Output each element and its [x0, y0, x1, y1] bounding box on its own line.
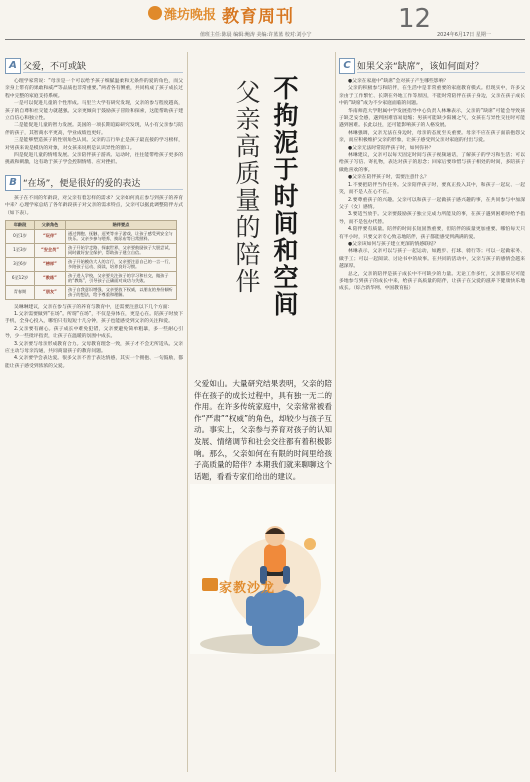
headline-line-2: [233, 79, 263, 295]
headline-char: 泥: [273, 128, 299, 157]
left-column: [5, 58, 183, 370]
table-header-cell: 陪伴要点: [66, 221, 177, 230]
paragraph: 林琳建议，父亲可以每天固定时间与孩子视频通话，了解孩子的学习和生活；可以给孩子写信、寄礼物，表达对孩子的思念；回家后要珍惜与孩子相处的时间，多陪孩子做他喜欢的事。: [339, 153, 525, 173]
column-divider-left: [187, 52, 188, 772]
paragraph: 二是能促进儿童的智力发展。美国的一项长期追踪研究发现，从小有父亲参与陪伴的孩子，其智商水平更高，学业成绩也更好。: [5, 123, 183, 136]
father-child-illustration: [190, 484, 335, 654]
paragraph: ●父亲在陪伴孩子时，需要注意什么？: [348, 175, 429, 181]
table-cell: 孩子自我意识增强，父亲要放下权威，以朋友的身份倾听孩子的想法，给予尊重和理解。: [66, 285, 177, 299]
table-cell: 青春期: [6, 285, 35, 299]
headline-char: 间: [273, 290, 299, 319]
paragraph: ●父亲该如何与孩子建立更深的情感联结？: [348, 241, 439, 247]
paragraph: 一是可以促进儿童的个性形成。马里兰大学有研究发现，父亲的参与程度越高，孩子的自尊和社交能力就越强。父亲更倾向于鼓励孩子冒险和探索，这能帮助孩子建立自信心和独立性。: [5, 101, 183, 122]
headline-char: 和: [273, 236, 299, 265]
table-cell: 通过拥抱、抚触、逗笑等亲子游戏，让孩子感受到安全与快乐。父亲多参与喂养、换尿布等日常照料。: [66, 229, 177, 243]
right-column: [339, 58, 525, 293]
headline-char: 的: [235, 213, 261, 242]
masthead: [0, 0, 530, 34]
headline-char: 父: [235, 78, 261, 107]
section-a-letter: A: [5, 58, 21, 74]
paragraph: 心理学家常说：“母亲是一个可以给予孩子细腻温柔和无条件的爱的角色，而父亲身上带有的果敢和威严等品质也非常重要。”两者各有侧重，共同构成了孩子成长过程中完整的家庭支持系统。: [5, 79, 183, 99]
headline-char: 时: [273, 182, 299, 211]
headline-char: 空: [273, 263, 299, 292]
paragraph: 林琳强调，父亲无法在身边时，母亲的态度至关重要。母亲不应在孩子面前抱怨父亲，而应积极维护父亲的形象，让孩子感受到父亲对家庭的付出与爱。: [339, 130, 525, 144]
table-row: [6, 271, 177, 285]
illustration-graphic: [190, 484, 335, 654]
headline: [209, 75, 329, 375]
table-row: [6, 243, 177, 257]
paragraph: 吴琳琳建议，父亲在参与孩子的养育与教育中，还需要注意以下几个方面：: [14, 304, 173, 310]
paragraph: 总之，父亲的陪伴是孩子成长中不可缺少的力量。无论工作多忙，父亲都应尽可能多地参与到孩子的成长中来，给孩子高质量的陪伴，让孩子在父爱的滋养下健康快乐地成长。（综合新华网、中国教育报）: [339, 271, 525, 292]
paragraph: 3.要适当放手。父亲要鼓励孩子独立完成力所能及的事，在孩子遇到困难时给予指导，而不是包办代替。: [339, 212, 525, 225]
section-c-rule: [357, 72, 525, 73]
section-a-rule: [23, 72, 183, 73]
column-banner: 家教沙龙: [219, 581, 276, 596]
newspaper-logo-icon: [148, 6, 162, 20]
table-cell: “玩伴”: [35, 229, 66, 243]
table-cell: “榜样”: [35, 257, 66, 271]
headline-char: 高: [235, 132, 261, 161]
table-cell: “教练”: [35, 271, 66, 285]
table-cell: 1至3岁: [6, 243, 35, 257]
table-header-cell: 父亲角色: [35, 221, 66, 230]
table-cell: 孩子开始学走路、探索世界，父亲要鼓励孩子大胆尝试，同时做好安全保护，帮助孩子建立自信。: [66, 243, 177, 257]
headline-char: 亲: [235, 105, 261, 134]
section-b-title: “在场”，便是很好的爱的表达: [23, 178, 141, 189]
table-row: [6, 257, 177, 271]
age-needs-table: [5, 220, 177, 300]
headline-char: 伴: [235, 267, 261, 296]
table-header-cell: 年龄段: [6, 221, 35, 230]
lead-paragraph: 父爱如山。大量研究结果表明，父亲的陪伴在孩子的成长过程中，具有独一无二的作用。在许多传统家庭中，父亲常常被看作“严肃”“权威”的角色，却较少与孩子互动。事实上，父亲参与养育对孩子的认知发展、情绪调节和社会交往都有着积极影响。那么，父亲如何在有限的时间里给孩子高质量的陪伴？本期我们就来聊聊这个话题，看看专家们给出的建议。: [194, 379, 332, 481]
salon-badge-icon: [202, 578, 218, 591]
headline-char: 陪: [235, 240, 261, 269]
section-b-rule: [23, 189, 183, 190]
headline-char: 质: [235, 159, 261, 188]
section-b-header: [5, 175, 183, 191]
header-divider: [5, 39, 525, 40]
table-cell: 孩子开始模仿大人的言行，父亲要注意自己的一言一行，多陪孩子运动、阅读，培养良好习惯。: [66, 257, 177, 271]
column-divider-right: [335, 52, 336, 772]
headline-char: 间: [273, 209, 299, 238]
paragraph: 父亲的积极参与和陪伴，在生活中是非常重要的家庭教育模式。但现实中，许多父亲由于工作繁忙、长期在外地工作等原因，不能时常陪伴在孩子身边，父亲在孩子成长中的“缺席”成为不少家庭面临的问题。: [339, 86, 525, 107]
table-cell: 0至1岁: [6, 229, 35, 243]
paragraph: 4.陪伴要有质量。陪伴的时间长短固然重要，但陪伴的质量更加重要。哪怕每天只有半小时，只要父亲专心致志地陪伴，孩子都能感受到满满的爱。: [339, 227, 525, 240]
paragraph: 华南师范大学附属中学发展指导中心负责人林琳表示，父亲的“缺席”可能会导致孩子缺乏安全感，遇到困难容易退缩；男孩可能缺少阳刚之气，女孩在与异性交往时可能遇到困难。长此以往，还可能影响孩子的人格发展。: [339, 108, 525, 129]
paragraph: 1.不要把陪伴当作任务。父亲陪伴孩子时，要真正投入其中，和孩子一起玩、一起笑，而不是人在心不在。: [339, 182, 525, 196]
table-row: [6, 285, 177, 299]
paragraph: ●父亲在家庭中“缺席”会对孩子产生哪些影响？: [348, 79, 449, 84]
section-c-body: [339, 78, 525, 293]
table-row: [6, 229, 177, 243]
paragraph: 2.要尊重孩子的兴趣。父亲可以和孩子一起做孩子感兴趣的事，在共同参与中加深父子（女）感情。: [339, 197, 525, 210]
paragraph: 林琳表示，父亲可以与孩子一起运动，如跑步、打球、骑行等；可以一起做家务、做手工；可以一起阅读、讨论书中的故事。在共同的活动中，父亲与孩子的感情会越来越深厚。: [339, 249, 525, 270]
paragraph: 3.父亲要与母亲形成教育合力。父母教育理念一致，孩子才不会无所适从。父亲应主动与母亲沟通，共同商量孩子的教育问题。: [5, 341, 183, 355]
page-number: 12: [398, 4, 432, 34]
credits-line: 值班主任:陈晨 编辑:鲍涛 美编:许蓝蓝 校对:刘小宁: [200, 32, 312, 38]
table-cell: 3至6岁: [6, 257, 35, 271]
headline-char: 不: [273, 74, 299, 103]
section-a-body: [5, 78, 183, 167]
paragraph: 2.父亲要有耐心。孩子成长中难免犯错，父亲要避免简单粗暴，多一些耐心引导，少一些批评指责，让孩子在温暖的氛围中成长。: [5, 326, 183, 340]
table-cell: 孩子进入学校，父亲要关注孩子的学习和社交，做孩子的“教练”，引导孩子正确面对成功与失败。: [66, 271, 177, 285]
headline-char: 于: [273, 155, 299, 184]
paragraph: ●父亲无法时常陪伴孩子时，如何弥补？: [348, 145, 434, 151]
headline-char: 拘: [273, 101, 299, 130]
table-cell: 6至12岁: [6, 271, 35, 285]
paragraph: 孩子在不同的年龄段，对父亲有着怎样的需求？父亲如何真正参与到孩子的养育中来？心理学家总结了各年龄段孩子对父亲的需求特点，父亲可以据此调整陪伴方式（如下表）。: [5, 195, 183, 216]
paragraph: 4.父亲要学会表达爱。很多父亲不善于表达情感，其实一个拥抱、一句鼓励，都能让孩子感受到浓浓的父爱。: [5, 356, 183, 369]
headline-char: 量: [235, 186, 261, 215]
brand-name: 潍坊晚报: [164, 8, 217, 23]
section-title: 教育周刊: [222, 7, 294, 27]
table-cell: “朋友”: [35, 285, 66, 299]
section-c-header: [339, 58, 525, 74]
section-b-letter: B: [5, 175, 21, 191]
paragraph: 1.父亲需要做到“在场”。所谓“在场”，不仅是身体在，更是心在。陪孩子时放下手机，全身心投入，哪怕只有短短十几分钟，孩子也能感受到父亲的关注和爱。: [5, 312, 183, 325]
section-a-title: 父爱，不可或缺: [23, 62, 87, 72]
headline-line-1: [271, 75, 301, 318]
section-c-title: 如果父亲“缺席”，该如何面对？: [357, 62, 484, 72]
issue-date: 2024年6月17日 星期一: [437, 32, 491, 38]
section-a-header: [5, 58, 183, 74]
paragraph: 四是促进儿童的情绪发展。父亲陪伴孩子游戏、运动时，往往能带给孩子更多的挑战和刺激，这有助于孩子学会控制情绪、应对挫折。: [5, 153, 183, 166]
table-cell: “安全员”: [35, 243, 66, 257]
section-b-intro: [5, 195, 183, 217]
table-header-row: [6, 221, 177, 230]
section-c-letter: C: [339, 58, 355, 74]
section-b-body: [5, 304, 183, 371]
paragraph: 三是能够塑造孩子的性别角色认同。父亲的言行举止是孩子最直接的学习榜样，对男孩来说是模仿的对象，对女孩来说则是认识异性的窗口。: [5, 138, 183, 151]
